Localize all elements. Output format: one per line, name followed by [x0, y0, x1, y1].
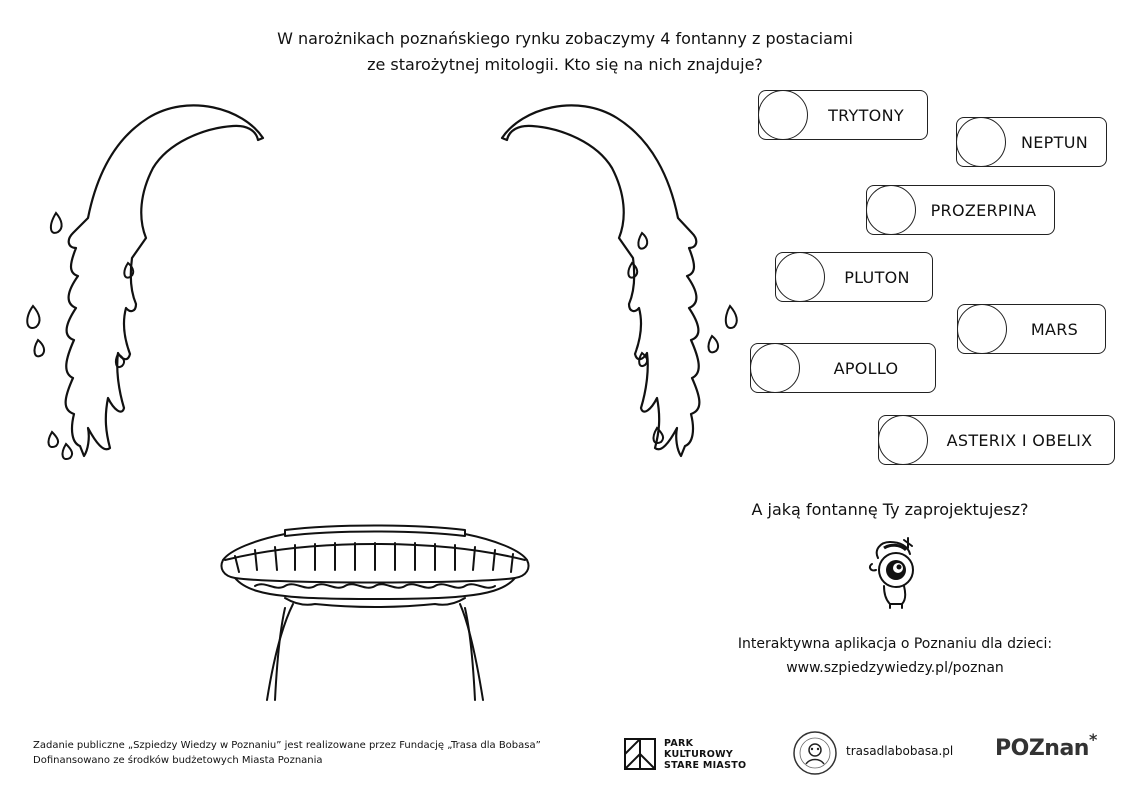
- trasa-dla-bobasa-url[interactable]: trasadlabobasa.pl: [846, 744, 954, 758]
- answer-circle[interactable]: [750, 343, 800, 393]
- option-label: PROZERPINA: [930, 201, 1037, 220]
- footer-line-2: Dofinansowano ze środków budżetowych Miasta Poznania: [33, 755, 323, 766]
- park-line-3: STARE MIASTO: [664, 760, 747, 771]
- park-kulturowy-text: [664, 738, 746, 771]
- option-asterix-i-obelix[interactable]: [878, 415, 1115, 465]
- app-info-url[interactable]: www.szpiedzywiedzy.pl/poznan: [786, 660, 1004, 676]
- option-label: MARS: [1030, 320, 1079, 339]
- answer-circle[interactable]: [956, 117, 1006, 167]
- heading-line-1: W narożnikach poznańskiego rynku zobaczymy 4 fontanny z postaciami: [277, 29, 853, 48]
- spy-mascot-icon: [864, 536, 924, 608]
- poznan-logo: [995, 730, 1097, 761]
- option-pluton[interactable]: [775, 252, 933, 302]
- page-heading: [230, 26, 900, 78]
- park-line-1: PARK: [664, 738, 694, 749]
- poznan-logo-text: POZnan: [995, 736, 1089, 761]
- option-label: ASTERIX I OBELIX: [946, 431, 1093, 450]
- heading-line-2: ze starożytnej mitologii. Kto się na nich znajduje?: [367, 55, 763, 74]
- option-label: APOLLO: [833, 359, 899, 378]
- option-label: TRYTONY: [828, 106, 904, 125]
- option-label: NEPTUN: [1021, 133, 1088, 152]
- answer-circle[interactable]: [878, 415, 928, 465]
- design-question: A jaką fontannę Ty zaprojektujesz?: [751, 500, 1029, 519]
- water-jet-left-icon: [18, 98, 278, 478]
- option-prozerpina[interactable]: [866, 185, 1055, 235]
- option-neptun[interactable]: [956, 117, 1107, 167]
- app-info-line-1: Interaktywna aplikacja o Poznaniu dla dzieci:: [737, 636, 1053, 652]
- water-jet-right-icon: [492, 98, 752, 478]
- option-trytony[interactable]: [758, 90, 928, 140]
- option-label: PLUTON: [844, 268, 910, 287]
- app-info: [700, 632, 1090, 680]
- trasa-dla-bobasa-seal-icon: [792, 730, 838, 776]
- answer-circle[interactable]: [758, 90, 808, 140]
- park-line-2: KULTUROWY: [664, 749, 734, 760]
- answer-circle[interactable]: [775, 252, 825, 302]
- footer-line-1: Zadanie publiczne „Szpiedzy Wiedzy w Poznaniu” jest realizowane przez Fundację „Trasa dla Bobasa”: [33, 740, 541, 751]
- poznan-logo-star: *: [1088, 730, 1097, 749]
- answer-circle[interactable]: [957, 304, 1007, 354]
- answer-circle[interactable]: [866, 185, 916, 235]
- park-kulturowy-logo-icon: [624, 738, 656, 770]
- option-apollo[interactable]: [750, 343, 936, 393]
- footer-text: [33, 738, 593, 768]
- option-mars[interactable]: [957, 304, 1106, 354]
- fountain-basin-icon: [215, 520, 535, 710]
